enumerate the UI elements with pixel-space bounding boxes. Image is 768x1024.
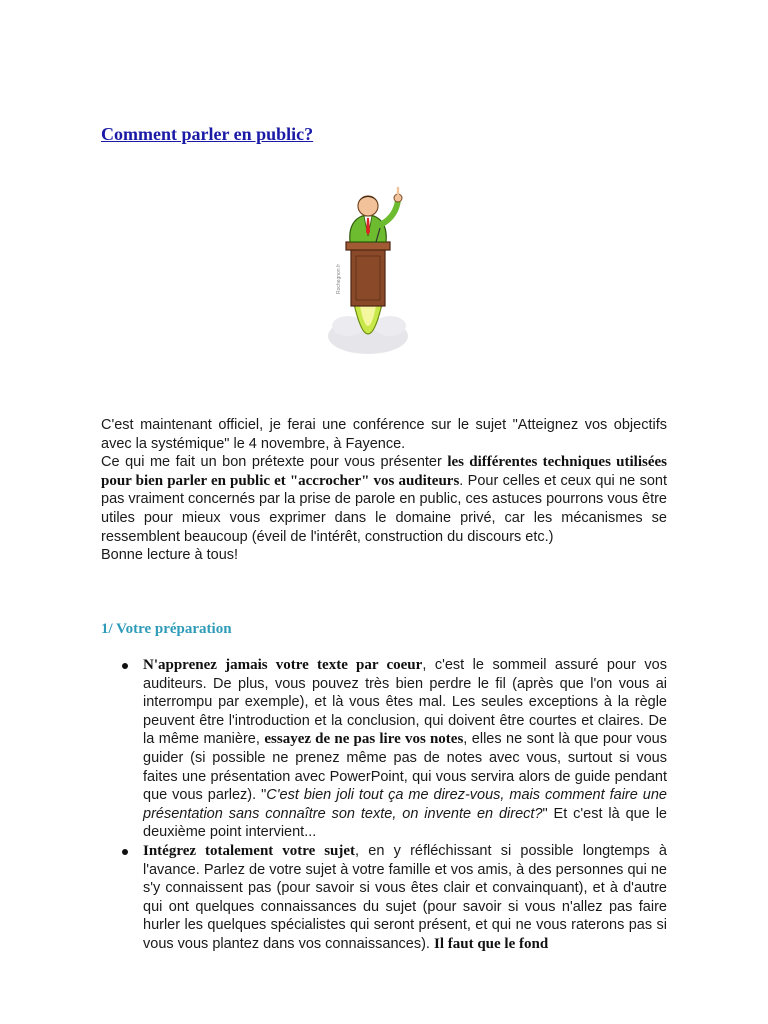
intro-bold-techniques: les différentes techniques utilisées pour bien parler en public et "accrocher" vos auditeurs [101,454,668,489]
list-item: Intégrez totalement votre sujet, en y réfléchissant si possible longtemps à l'avance. Parlez de votre sujet à votre famille et vos amis, à des personnes qui ne s'y connaissent pas (pour savoir si vous êtes clair et convainquant), et à d'autre qui ont quelques connaissances du sujet (pour savoir si vous n'allez pas faire hurler les quelques spécialistes qui seront présent, et qui ne vous raterons pas si vous vous plantez dans vos connaissances). Il faut que le fond [122,842,667,954]
intro-block [101,416,667,565]
intro-paragraph-3: Bonne lecture à tous! [101,547,239,564]
speaker-raised-arm [382,200,398,224]
bullet-icon [122,849,128,855]
speaker-at-podium-illustration [318,186,418,364]
bullet-icon [122,663,128,669]
podium-top [346,242,390,250]
intro-paragraph-1: C'est maintenant officiel, je ferai une conférence sur le sujet "Atteignez vos objectifs avec la systémique" le 4 novembre, à Fayence. [101,417,667,452]
intro-paragraph-2: Ce qui me fait un bon prétexte pour vous présenter les différentes techniques utilisées pour bien parler en public et "accrocher" vos auditeurs. Pour celles et ceux qui ne sont pas vraiment concernés par la prise de parole en public, ces astuces pourrons vous être utiles pour mieux vous exprimer dans le domaine privé, car les mécanismes se ressemblent beaucoup (éveil de l'intérêt, construction du discours etc.) [101,454,668,545]
illustration-signature: Rochegnon.fr [336,263,342,294]
smoke-puff-right [374,316,406,336]
page-title[interactable]: Comment parler en public? [101,124,314,144]
preparation-list [122,656,667,954]
section-title-preparation: 1/ Votre préparation [101,621,232,637]
list-item: N'apprenez jamais votre texte par coeur, c'est le sommeil assuré pour vos auditeurs. De plus, vous pouvez très bien perdre le fil (après que l'on vous ai interrompu par exemple), et là vous êtes mal. Les seules exceptions à la règle peuvent être l'introduction et la conclusion, qui doivent être courtes et claires. De la même manière, essayez de ne pas lire vos notes, elles ne sont là que pour vous guider (si possible ne prenez même pas de notes avec vous, surtout si vous faites une présentation avec PowerPoint, qui vous servira alors de guide pendant que vous parlez). "C'est bien joli tout ça me direz-vous, mais comment faire une présentation sans connaître son texte, on invente en direct?" Et c'est là que le deuxième point intervient... [122,656,667,842]
